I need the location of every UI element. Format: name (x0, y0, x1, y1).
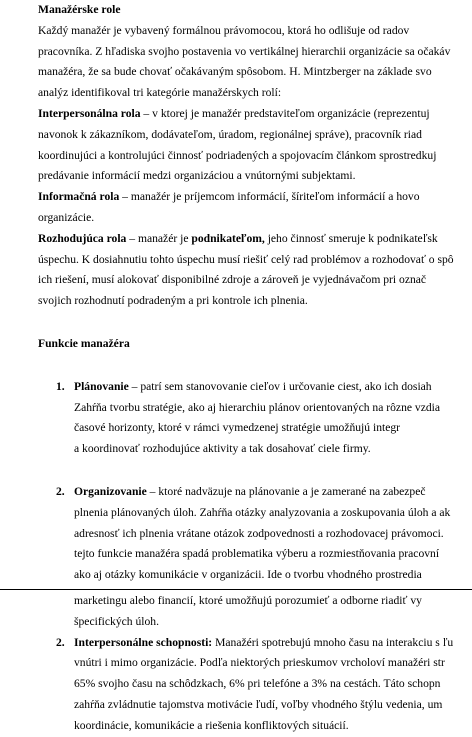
role-informational (38, 187, 472, 208)
list-item-line: vnútri i mimo organizácie. Podľa niektorých prieskumov vrcholoví manažéri str (74, 656, 445, 670)
list-item-line: zahŕňa zvládnutie tajomstva motivácie ľudí, voľby vhodného štýlu vedenia, um (74, 697, 443, 711)
paragraph-line: Každý manažér je vybavený formálnou právomocou, ktorá ho odlišuje od radov (38, 23, 410, 37)
list-item-interpersonal-skills (38, 633, 472, 737)
page-break-divider (0, 589, 472, 590)
list-item-line: tejto funkcie manažéra spadá problematika výberu a rozmiestňovania pracovní (74, 547, 440, 561)
list-item-text: – patrí sem stanovovanie cieľov i určovanie ciest, ako ich dosiah (128, 379, 432, 393)
list-item-title: Organizovanie (74, 484, 147, 498)
list-item-line: 65% svojho času na schôdzkach, 6% pri telefóne a 3% na cestách. Táto schopn (74, 677, 441, 691)
list-item-title: Interpersonálne schopnosti: (74, 635, 213, 649)
paragraph-line: organizácie. (38, 210, 95, 224)
list-item-line: Zahŕňa tvorbu stratégie, ako aj hierarchiu plánov orientovaných na rôzne vzdia (74, 400, 441, 414)
role-interpersonal (38, 104, 472, 125)
role-decisional (38, 229, 472, 250)
list-number: 2. (56, 635, 65, 649)
spacer (38, 355, 472, 377)
list-item-text: Manažéri spotrebujú mnoho času na interakciu s ľu (212, 635, 454, 649)
role-title: Interpersonálna rola (38, 106, 141, 120)
paragraph-line: analýz identifikoval tri kategórie manažérskych rolí: (38, 86, 282, 100)
document-page-bottom (38, 591, 472, 737)
list-item-line: adresnosť ich plnenia vrátane otázok zodpovednosti a rozhodovacej právomoci. (74, 526, 444, 540)
list-item-text: – ktoré nadväzuje na plánovanie a je zamerané na zabezpeč (146, 484, 426, 498)
role-text: jeho činnosť smeruje k podnikateľsk (264, 231, 438, 245)
paragraph-line: ich riešení, musí alokovať disponibilné zdroje a zároveň je vyjednávačom pri označ (38, 273, 427, 287)
paragraph-line: svojich rozhodnutí podradeným a pri kontrole ich plnenia. (38, 294, 308, 308)
list-item-line: koordinácie, komunikácie a riešenia konfliktových situácií. (74, 718, 349, 732)
role-text: – manažér je (126, 231, 192, 245)
paragraph-line: úspechu. K dosiahnutiu tohto úspechu musí riešiť celý rad problémov a rozhodovať o spô (38, 252, 454, 266)
paragraph-line: koordinujúci a kontrolujúci činnosť podriadených a spojovacím článkom sprostredkuj (38, 148, 437, 162)
list-item-organizing (38, 482, 472, 586)
list-item-planning (38, 377, 472, 460)
role-emphasis: podnikateľom, (191, 231, 265, 245)
continuation-line: špecifických úloh. (74, 614, 159, 628)
role-title: Informačná rola (38, 190, 120, 204)
continuation-line: marketingu alebo financií, ktoré umožňujú porozumieť a odborne riadiť vy (74, 594, 422, 607)
list-item-line: plnenia plánovaných úloh. Zahŕňa otázky analyzovania a zoskupovania úloh a ak (74, 505, 451, 519)
section-heading-functions: Funkcie manažéra (38, 336, 130, 350)
paragraph-line: manažéra, že sa bude chovať očakávaným spôsobom. H. Mintzberger na základe svo (38, 65, 432, 79)
document-page-top (38, 0, 472, 586)
spacer (38, 460, 472, 482)
list-item-line: časové horizonty, ktoré v rámci vymedzenej stratégie umožňujú integr (74, 421, 401, 435)
list-number: 2. (56, 484, 65, 498)
role-title: Rozhodujúca rola (38, 231, 127, 245)
role-text: – manažér je príjemcom informácií, šíriteľom informácií a hovo (119, 190, 420, 204)
section-heading-roles: Manažérske role (38, 3, 121, 16)
list-number: 1. (56, 379, 65, 393)
paragraph-line: predávanie informácií medzi organizáciou a vnútornými subjektami. (38, 169, 356, 183)
role-text: – v ktorej je manažér predstaviteľom organizácie (reprezentuj (140, 106, 430, 120)
paragraph-line: navonok k zákazníkom, dodávateľom, úradom, regionálnej správe), pracovník riad (38, 127, 422, 141)
list-item-title: Plánovanie (74, 379, 129, 393)
list-item-line: ako aj otázky komunikácie v organizácii. Ide o tvorbu vhodného prostredia (74, 568, 422, 582)
spacer (38, 312, 472, 334)
paragraph-line: pracovníka. Z hľadiska svojho postavenia vo vertikálnej hierarchii organizácie sa očakáv (38, 44, 451, 58)
list-item-line: a koordinovať rozhodujúce aktivity a tak dosahovať ciele firmy. (74, 442, 371, 456)
